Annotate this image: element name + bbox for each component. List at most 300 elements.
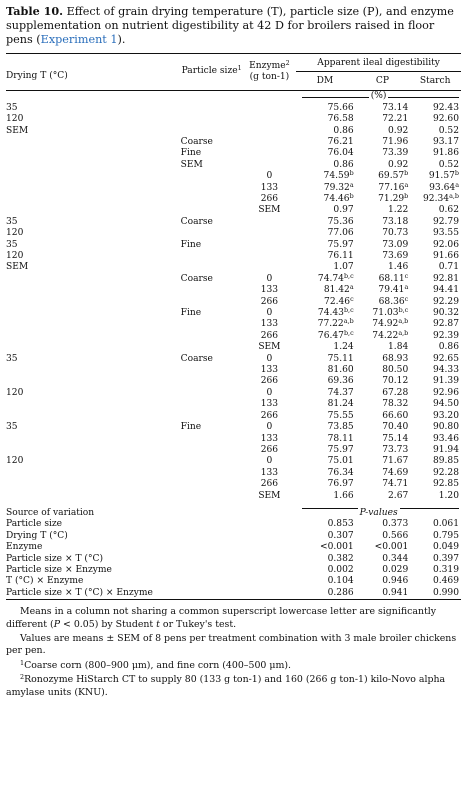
dm-cell: 75.55 — [327, 410, 354, 421]
pvalue-row — [6, 576, 461, 587]
source-cell: Enzyme — [6, 542, 43, 553]
table-row — [6, 434, 461, 445]
starch-pvalue-cell: 0.061 — [432, 519, 459, 530]
starch-pvalue-cell: 0.990 — [432, 587, 459, 598]
table-row — [6, 297, 461, 308]
starch-pvalue-cell: 0.397 — [432, 553, 459, 564]
enzyme-cell: 266 — [260, 479, 279, 490]
drying-t-cell: 35 — [6, 216, 18, 227]
particle-size-cell: Coarse — [180, 216, 213, 227]
table-row — [6, 422, 461, 433]
enzyme-cell: 133 — [260, 467, 279, 478]
particle-size-cell — [181, 434, 243, 445]
enzyme-cell: 266 — [260, 193, 279, 204]
table-row — [6, 148, 461, 159]
caption-text: Effect of grain drying temperature (T), particle size (P), and enzyme supplementation on nutrient digestibility at 42 D for broilers raised in floor pens ( — [6, 5, 454, 46]
enzyme-cell: 0 — [266, 353, 273, 364]
enzyme-cell: 0 — [266, 422, 273, 433]
starch-cell: 93.20 — [432, 410, 459, 421]
dm-cell: 1.07 — [333, 262, 354, 273]
starch-cell: 92.43 — [432, 102, 459, 113]
table-row — [6, 456, 461, 467]
dm-pvalue-cell: 0.286 — [327, 587, 354, 598]
cp-cell: 75.14 — [382, 433, 409, 444]
dm-cell: 78.11 — [327, 433, 354, 444]
table-row — [6, 491, 461, 502]
dm-cell: 72.46$^c$ — [324, 294, 354, 307]
cp-cell: 74.69 — [382, 467, 409, 478]
dm-cell: 1.24 — [333, 342, 354, 353]
particle-size-cell: Fine — [180, 422, 202, 433]
cp-pvalue-cell: 0.344 — [382, 553, 409, 564]
cp-cell: 74.71 — [382, 479, 409, 490]
drying-t-cell — [6, 445, 181, 456]
starch-pvalue-cell: 0.049 — [432, 542, 459, 553]
pvalue-row — [6, 588, 461, 600]
cp-cell: 73.18 — [382, 216, 409, 227]
drying-t-cell: 120 — [6, 114, 24, 125]
header-cp: CP — [375, 75, 389, 86]
starch-cell: 92.28 — [432, 467, 459, 478]
starch-cell: 0.62 — [438, 205, 459, 216]
dm-pvalue-cell: 0.307 — [327, 530, 354, 541]
header-starch: Starch — [419, 75, 451, 86]
starch-cell: 92.81 — [432, 273, 459, 284]
starch-cell: 92.87 — [432, 319, 459, 330]
cp-pvalue-cell: 0.946 — [382, 576, 409, 587]
enzyme-cell: 266 — [260, 410, 279, 421]
dm-cell: 75.01 — [327, 456, 354, 467]
starch-cell: 93.46 — [432, 433, 459, 444]
drying-t-cell — [6, 183, 181, 194]
cp-cell: 70.12 — [382, 376, 409, 387]
cp-cell: 71.03$^{b,c}$ — [372, 306, 409, 319]
starch-cell: 0.52 — [438, 159, 459, 170]
enzyme-cell: 266 — [260, 330, 279, 341]
enzyme-cell: SEM — [258, 490, 281, 501]
table-row — [6, 103, 461, 114]
starch-cell: 92.29 — [432, 296, 459, 307]
cp-cell: 73.09 — [382, 239, 409, 250]
dm-cell: 73.85 — [327, 422, 354, 433]
drying-t-cell — [6, 331, 181, 342]
particle-size-cell — [181, 388, 243, 399]
header-drying-t: Drying T (°C) — [6, 71, 68, 82]
starch-pvalue-cell: 0.319 — [432, 564, 459, 575]
particle-size-cell — [181, 468, 243, 479]
particle-size-cell — [181, 183, 243, 194]
table-row — [6, 205, 461, 216]
cp-cell: 68.93 — [382, 353, 409, 364]
dm-cell: 79.32$^a$ — [323, 180, 354, 193]
drying-t-cell — [6, 160, 181, 171]
drying-t-cell — [6, 297, 181, 308]
particle-size-cell: Coarse — [180, 353, 213, 364]
drying-t-cell: 120 — [6, 456, 24, 467]
source-cell: Drying T (°C) — [6, 530, 68, 541]
enzyme-cell: 133 — [260, 319, 279, 330]
drying-t-cell — [6, 285, 181, 296]
drying-t-cell — [6, 148, 181, 159]
enzyme-cell — [243, 126, 297, 137]
enzyme-cell: 266 — [260, 376, 279, 387]
drying-t-cell — [6, 399, 181, 410]
table-row — [6, 285, 461, 296]
particle-size-cell — [181, 399, 243, 410]
dm-cell: 76.11 — [327, 251, 354, 261]
drying-t-cell: 120 — [6, 251, 24, 261]
drying-t-cell: SEM — [6, 262, 29, 273]
table-row — [6, 479, 461, 490]
table-row — [6, 160, 461, 171]
dm-cell: 76.47$^{b,c}$ — [317, 328, 354, 341]
source-cell: T (°C) × Enzyme — [6, 576, 84, 587]
particle-size-cell — [181, 365, 243, 376]
dm-cell: 76.58 — [327, 114, 354, 125]
drying-t-cell — [6, 434, 181, 445]
cp-cell: 0.92 — [388, 125, 409, 136]
dm-cell: 75.66 — [327, 102, 354, 113]
footnote-values: Values are means ± SEM of 8 pens per treatment combination with 3 male broiler chickens per pen. — [6, 633, 457, 657]
starch-pvalue-cell: 0.469 — [432, 576, 459, 587]
footnote-1: $^1$Coarse corn (800–900 μm), and fine corn (400–500 μm). — [20, 658, 291, 671]
particle-size-cell — [181, 456, 243, 467]
dm-cell: 74.37 — [327, 387, 354, 398]
source-cell: Particle size × Enzyme — [6, 564, 112, 575]
starch-cell: 93.64$^a$ — [429, 180, 459, 193]
pvalue-row — [6, 531, 461, 542]
table-row — [6, 331, 461, 342]
drying-t-cell: 120 — [6, 228, 24, 239]
enzyme-cell — [243, 148, 297, 159]
particle-size-cell — [181, 171, 243, 182]
particle-size-cell — [181, 194, 243, 205]
particle-size-cell — [181, 205, 243, 216]
particle-size-cell — [181, 228, 243, 239]
starch-cell: 91.57$^b$ — [428, 169, 459, 182]
enzyme-cell — [243, 114, 297, 125]
cp-cell: 74.22$^{a,b}$ — [372, 328, 409, 341]
particle-size-cell: Fine — [180, 239, 202, 250]
drying-t-cell — [6, 376, 181, 387]
particle-size-cell: Fine — [180, 308, 202, 319]
source-cell: Particle size — [6, 519, 63, 530]
dm-pvalue-cell: 0.382 — [327, 553, 354, 564]
cp-cell: 80.50 — [382, 365, 409, 376]
particle-size-cell — [181, 331, 243, 342]
dm-cell: 0.86 — [333, 125, 354, 136]
enzyme-cell: 0 — [266, 387, 273, 398]
starch-cell: 92.06 — [432, 239, 459, 250]
table-row — [6, 354, 461, 365]
dm-cell: 74.74$^{b,c}$ — [317, 271, 354, 284]
particle-size-cell: Fine — [180, 148, 202, 159]
dm-cell: 77.06 — [327, 228, 354, 239]
table-row — [6, 262, 461, 273]
starch-cell: 92.96 — [432, 387, 459, 398]
dm-cell: 74.59$^b$ — [323, 169, 354, 182]
enzyme-cell: 133 — [260, 365, 279, 376]
drying-t-cell — [6, 411, 181, 422]
enzyme-cell — [243, 262, 297, 273]
cp-cell: 67.28 — [382, 387, 409, 398]
starch-cell: 92.39 — [432, 330, 459, 341]
header-dm: DM — [316, 75, 334, 86]
pvalue-row — [6, 542, 461, 553]
drying-t-cell — [6, 319, 181, 330]
table-row — [6, 251, 461, 262]
starch-cell: 89.85 — [432, 456, 459, 467]
pvalue-row — [6, 554, 461, 565]
cp-cell: 79.41$^a$ — [378, 283, 409, 296]
starch-cell: 0.71 — [438, 262, 459, 273]
unit-percent: (%) — [370, 91, 387, 102]
cp-cell: 73.73 — [382, 444, 409, 455]
starch-cell: 91.39 — [432, 376, 459, 387]
enzyme-cell: 0 — [266, 273, 273, 284]
table-row — [6, 240, 461, 251]
enzyme-cell — [243, 103, 297, 114]
starch-cell: 94.33 — [432, 365, 459, 376]
cp-cell: 73.69 — [382, 251, 409, 261]
enzyme-cell: 0 — [266, 308, 273, 319]
drying-t-cell — [6, 468, 181, 479]
table-row — [6, 171, 461, 182]
starch-cell: 93.17 — [432, 136, 459, 147]
starch-cell: 1.20 — [438, 490, 459, 501]
starch-cell: 90.80 — [432, 422, 459, 433]
starch-cell: 0.52 — [438, 125, 459, 136]
drying-t-cell — [6, 308, 181, 319]
particle-size-cell — [181, 297, 243, 308]
enzyme-cell: 133 — [260, 433, 279, 444]
enzyme-cell — [243, 160, 297, 171]
starch-cell: 92.65 — [432, 353, 459, 364]
dm-cell: 75.97 — [327, 239, 354, 250]
drying-t-cell — [6, 194, 181, 205]
dm-pvalue-cell: 0.853 — [327, 519, 354, 530]
cp-cell: 74.92$^{a,b}$ — [372, 317, 409, 330]
cp-cell: 1.46 — [388, 262, 409, 273]
drying-t-cell — [6, 205, 181, 216]
cp-cell: 1.22 — [388, 205, 409, 216]
drying-t-cell: 120 — [6, 387, 24, 398]
source-of-variation-label: Source of variation — [6, 507, 95, 518]
particle-size-cell — [181, 491, 243, 502]
enzyme-cell — [243, 228, 297, 239]
dm-pvalue-cell: <0.001 — [320, 542, 354, 553]
enzyme-cell: 266 — [260, 296, 279, 307]
table-row — [6, 399, 461, 410]
starch-cell: 92.34$^{a,b}$ — [423, 191, 459, 204]
table-row — [6, 445, 461, 456]
particle-size-cell: Coarse — [180, 136, 213, 147]
particle-size-cell — [181, 126, 243, 137]
cp-cell: 0.92 — [388, 159, 409, 170]
dm-cell: 76.04 — [327, 148, 354, 159]
cp-cell: 70.73 — [382, 228, 409, 239]
cp-pvalue-cell: 0.029 — [382, 564, 409, 575]
table-row — [6, 319, 461, 330]
drying-t-cell — [6, 171, 181, 182]
drying-t-cell — [6, 274, 181, 285]
dm-pvalue-cell: 0.002 — [327, 564, 354, 575]
particle-size-cell — [181, 114, 243, 125]
enzyme-cell: 133 — [260, 285, 279, 296]
dm-cell: 81.24 — [327, 399, 354, 410]
drying-t-cell — [6, 365, 181, 376]
digestibility-table — [6, 53, 461, 600]
drying-t-cell — [6, 342, 181, 353]
particle-size-cell — [181, 342, 243, 353]
drying-t-cell: 35 — [6, 422, 18, 433]
enzyme-cell: 266 — [260, 444, 279, 455]
pvalue-row — [6, 519, 461, 530]
table-row — [6, 194, 461, 205]
cp-cell: 68.36$^c$ — [378, 294, 409, 307]
starch-cell: 91.86 — [432, 148, 459, 159]
starch-cell: 92.85 — [432, 479, 459, 490]
dm-cell: 75.36 — [327, 216, 354, 227]
dm-cell: 1.66 — [333, 490, 354, 501]
dm-cell: 81.60 — [327, 365, 354, 376]
dm-cell: 74.46$^b$ — [323, 191, 354, 204]
particle-size-cell — [181, 103, 243, 114]
drying-t-cell — [6, 479, 181, 490]
cp-cell: 78.32 — [382, 399, 409, 410]
dm-cell: 76.21 — [327, 136, 354, 147]
particle-size-cell: Coarse — [180, 273, 213, 284]
cp-cell: 71.67 — [382, 456, 409, 467]
table-row — [6, 217, 461, 228]
table-row — [6, 468, 461, 479]
footnote-2: $^2$Ronozyme HiStarch CT to supply 80 (133 g ton-1) and 160 (266 g ton-1) kilo-Novo alpha amylase units (KNU). — [6, 673, 446, 698]
source-cell: Particle size × T (°C) — [6, 553, 104, 564]
drying-t-cell: 35 — [6, 102, 18, 113]
starch-cell: 91.66 — [432, 251, 459, 261]
drying-t-cell — [6, 491, 181, 502]
cp-pvalue-cell: 0.566 — [382, 530, 409, 541]
enzyme-cell: 0 — [266, 456, 273, 467]
enzyme-cell: 133 — [260, 182, 279, 193]
experiment-link[interactable]: Experiment 1 — [40, 33, 118, 46]
particle-size-cell — [181, 251, 243, 262]
cp-cell: 2.67 — [388, 490, 409, 501]
table-row — [6, 365, 461, 376]
cp-pvalue-cell: <0.001 — [374, 542, 409, 553]
starch-pvalue-cell: 0.795 — [432, 530, 459, 541]
starch-cell: 91.94 — [432, 444, 459, 455]
dm-cell: 75.97 — [327, 444, 354, 455]
dm-cell: 69.36 — [327, 376, 354, 387]
dm-cell: 81.42$^a$ — [323, 283, 354, 296]
enzyme-cell: SEM — [258, 205, 281, 216]
table-row — [6, 137, 461, 148]
table-row — [6, 114, 461, 125]
table-footnotes — [6, 606, 461, 699]
enzyme-cell — [243, 137, 297, 148]
cp-pvalue-cell: 0.373 — [382, 519, 409, 530]
drying-t-cell: 35 — [6, 239, 18, 250]
enzyme-cell: SEM — [258, 342, 281, 353]
table-row — [6, 376, 461, 387]
table-row — [6, 342, 461, 353]
cp-cell: 71.96 — [382, 136, 409, 147]
particle-size-cell — [181, 319, 243, 330]
enzyme-cell: 0 — [266, 171, 273, 182]
dm-cell: 0.97 — [333, 205, 354, 216]
cp-cell: 71.29$^b$ — [378, 191, 409, 204]
dm-cell: 76.34 — [327, 467, 354, 478]
dm-pvalue-cell: 0.104 — [327, 576, 354, 587]
cp-pvalue-cell: 0.941 — [382, 587, 409, 598]
dm-cell: 76.97 — [327, 479, 354, 490]
table-row — [6, 388, 461, 399]
table-row — [6, 411, 461, 422]
footnote-significance: Means in a column not sharing a common superscript lowercase letter are significantly different (P < 0.05) by Student t or Tukey's test. — [6, 606, 437, 630]
pvalues-header — [296, 502, 461, 519]
enzyme-cell: 133 — [260, 399, 279, 410]
particle-size-cell — [181, 285, 243, 296]
document-page — [6, 4, 461, 699]
cp-cell: 70.40 — [382, 422, 409, 433]
cp-cell: 73.14 — [382, 102, 409, 113]
table-row — [6, 126, 461, 137]
caption-close: ). — [117, 33, 126, 46]
starch-cell: 0.86 — [438, 342, 459, 353]
cp-cell: 77.16$^a$ — [378, 180, 409, 193]
table-row — [6, 183, 461, 194]
starch-cell: 92.60 — [432, 114, 459, 125]
dm-cell: 0.86 — [333, 159, 354, 170]
particle-size-cell — [181, 479, 243, 490]
table-label: Table 10. — [6, 4, 64, 18]
particle-size-cell — [181, 445, 243, 456]
table-caption — [6, 4, 461, 47]
dm-cell: 75.11 — [327, 353, 354, 364]
enzyme-cell — [243, 240, 297, 251]
cp-cell: 73.39 — [382, 148, 409, 159]
starch-cell: 94.41 — [432, 285, 459, 296]
cp-cell: 68.11$^c$ — [378, 271, 409, 284]
table-row — [6, 228, 461, 239]
dm-cell: 77.22$^{a,b}$ — [317, 317, 354, 330]
starch-cell: 90.32 — [432, 308, 459, 319]
drying-t-cell: SEM — [6, 125, 29, 136]
source-cell: Particle size × T (°C) × Enzyme — [6, 587, 153, 598]
cp-cell: 69.57$^b$ — [378, 169, 409, 182]
enzyme-cell — [243, 217, 297, 228]
table-row — [6, 274, 461, 285]
cp-cell: 72.21 — [382, 114, 409, 125]
cp-cell: 66.60 — [382, 410, 409, 421]
table-row — [6, 308, 461, 319]
unit-percent-row — [296, 91, 461, 102]
dm-cell: 74.43$^{b,c}$ — [317, 306, 354, 319]
header-enzyme: Enzyme$^2$ (g ton-1) — [249, 58, 290, 83]
cp-cell: 1.84 — [388, 342, 409, 353]
particle-size-cell: SEM — [180, 159, 203, 170]
particle-size-cell — [181, 262, 243, 273]
pvalues-label: P-values — [359, 507, 398, 518]
drying-t-cell — [6, 137, 181, 148]
header-particle-size: Particle size$^1$ — [181, 64, 242, 77]
source-of-variation-row — [6, 502, 461, 519]
enzyme-cell — [243, 251, 297, 262]
header-apparent-ileal-digestibility: Apparent ileal digestibility — [296, 54, 461, 72]
starch-cell: 94.50 — [432, 399, 459, 410]
starch-cell: 93.55 — [432, 228, 459, 239]
